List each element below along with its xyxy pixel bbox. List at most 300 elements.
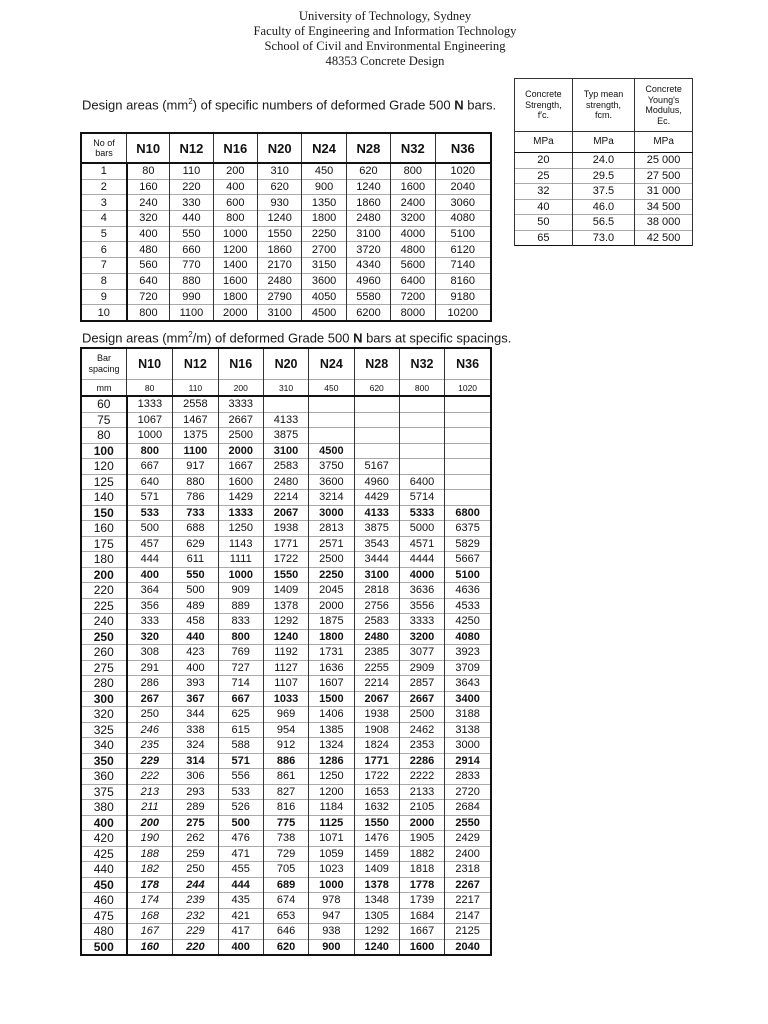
table2-title: Design areas $(mm^2/m)$ of deformed Grade 500 N bars at specific spacings. [82, 330, 512, 346]
area-per-metre-cell: 1184 [309, 800, 354, 816]
area-per-metre-cell: 1406 [309, 707, 354, 723]
area-per-metre-cell: 289 [173, 800, 218, 816]
concrete-header-line: Ec. [657, 115, 671, 126]
area-per-metre-cell: 500 [173, 583, 218, 599]
table-row [81, 645, 491, 661]
table-row [81, 273, 491, 289]
area-cell: 600 [213, 195, 257, 211]
area-cell: 900 [302, 179, 346, 195]
area-per-metre-cell: 705 [263, 862, 308, 878]
area-cell: 400 [127, 226, 170, 242]
area-cell: 3600 [302, 273, 346, 289]
table-row [515, 230, 693, 246]
bar-size-header: N36 [435, 133, 491, 163]
area-per-metre-cell [354, 396, 399, 412]
area-per-metre-cell: 222 [127, 769, 173, 785]
area-per-metre-cell: 4000 [399, 567, 444, 583]
area-per-metre-cell: 2583 [354, 614, 399, 630]
area-cell: 2480 [257, 273, 301, 289]
area-per-metre-cell: 909 [218, 583, 263, 599]
bar-count-cell: 3 [81, 195, 127, 211]
area-cell: 6200 [346, 305, 390, 321]
area-per-metre-cell: 2583 [263, 459, 308, 475]
area-per-metre-cell [445, 459, 491, 475]
area-per-metre-cell: 954 [263, 722, 308, 738]
bar-numbers-table [80, 132, 492, 322]
area-per-metre-cell: 900 [309, 939, 354, 955]
concrete-value-cell: 73.0 [572, 230, 634, 246]
area-cell: 3720 [346, 242, 390, 258]
no-of-bars-header [81, 133, 127, 163]
table-row [81, 567, 491, 583]
area-per-metre-cell: 291 [127, 660, 173, 676]
area-cell: 6120 [435, 242, 491, 258]
area-cell: 1800 [213, 289, 257, 305]
area-per-metre-cell: 4080 [445, 629, 491, 645]
bar-size-header: N24 [309, 348, 354, 380]
area-per-metre-cell: 3333 [399, 614, 444, 630]
area-per-metre-cell: 5714 [399, 490, 444, 506]
area-cell: 990 [170, 289, 213, 305]
concrete-header-2 [572, 79, 634, 132]
area-per-metre-cell: 1600 [218, 474, 263, 490]
area-cell: 4340 [346, 258, 390, 274]
area-per-metre-cell: 1778 [399, 877, 444, 893]
spacing-cell: 460 [81, 893, 127, 909]
table-row [81, 691, 491, 707]
area-per-metre-cell: 1250 [309, 769, 354, 785]
area-per-metre-cell: 947 [309, 908, 354, 924]
area-per-metre-cell: 1100 [173, 443, 218, 459]
area-per-metre-cell: 4533 [445, 598, 491, 614]
area-cell: 5580 [346, 289, 390, 305]
area-per-metre-cell: 1292 [263, 614, 308, 630]
area-per-metre-cell: 232 [173, 908, 218, 924]
area-per-metre-cell: 1409 [354, 862, 399, 878]
area-cell: 620 [346, 163, 390, 179]
area-per-metre-cell: 1938 [354, 707, 399, 723]
table-row [81, 289, 491, 305]
bar-size-header: N24 [302, 133, 346, 163]
area-per-metre-cell: 1818 [399, 862, 444, 878]
area-per-metre-cell: 3556 [399, 598, 444, 614]
area-cell: 6400 [391, 273, 435, 289]
area-per-metre-cell: 1378 [263, 598, 308, 614]
bar-spacing-label-1: Bar [96, 353, 111, 363]
area-cell: 2400 [391, 195, 435, 211]
area-per-metre-cell [354, 443, 399, 459]
area-per-metre-cell: 3543 [354, 536, 399, 552]
area-per-metre-cell: 421 [218, 908, 263, 924]
area-per-metre-cell: 2833 [445, 769, 491, 785]
area-per-metre-cell: 333 [127, 614, 173, 630]
area-per-metre-cell: 800 [127, 443, 173, 459]
area-cell: 720 [127, 289, 170, 305]
area-cell: 1860 [346, 195, 390, 211]
area-per-metre-cell: 1667 [218, 459, 263, 475]
area-per-metre-cell: 1667 [399, 924, 444, 940]
table-row [81, 490, 491, 506]
area-per-metre-cell: 3188 [445, 707, 491, 723]
spacing-cell: 360 [81, 769, 127, 785]
bar-count-cell: 9 [81, 289, 127, 305]
spacing-cell: 380 [81, 800, 127, 816]
area-per-metre-cell: 250 [127, 707, 173, 723]
table-row [81, 815, 491, 831]
area-per-metre-cell: 286 [127, 676, 173, 692]
area-cell: 7200 [391, 289, 435, 305]
area-per-metre-cell: 3444 [354, 552, 399, 568]
area-per-metre-cell: 308 [127, 645, 173, 661]
area-per-metre-cell: 667 [127, 459, 173, 475]
area-per-metre-cell: 174 [127, 893, 173, 909]
area-per-metre-cell: 688 [173, 521, 218, 537]
area-per-metre-cell: 213 [127, 784, 173, 800]
area-per-metre-cell: 471 [218, 846, 263, 862]
area-per-metre-cell: 3200 [399, 629, 444, 645]
table-row [81, 722, 491, 738]
area-per-metre-cell: 1409 [263, 583, 308, 599]
area-per-metre-cell: 556 [218, 769, 263, 785]
school-name: School of Civil and Environmental Engineering [264, 39, 506, 53]
area-per-metre-cell: 239 [173, 893, 218, 909]
area-per-metre-cell: 769 [218, 645, 263, 661]
area-per-metre-cell: 1111 [218, 552, 263, 568]
table-row [81, 195, 491, 211]
area-per-metre-cell: 500 [127, 521, 173, 537]
table-row [515, 199, 693, 215]
bar-count-cell: 6 [81, 242, 127, 258]
spacing-cell: 400 [81, 815, 127, 831]
spacing-cell: 480 [81, 924, 127, 940]
area-cell: 800 [213, 211, 257, 227]
area-per-metre-cell: 833 [218, 614, 263, 630]
area-per-metre-cell: 526 [218, 800, 263, 816]
area-per-metre-cell: 1067 [127, 412, 173, 428]
area-per-metre-cell: 344 [173, 707, 218, 723]
area-cell: 8000 [391, 305, 435, 321]
area-per-metre-cell: 2667 [399, 691, 444, 707]
area-cell: 1240 [346, 179, 390, 195]
area-per-metre-cell: 4571 [399, 536, 444, 552]
area-per-metre-cell: 423 [173, 645, 218, 661]
area-per-metre-cell: 738 [263, 831, 308, 847]
bar-count-cell: 8 [81, 273, 127, 289]
table-row [81, 924, 491, 940]
area-per-metre-cell: 5829 [445, 536, 491, 552]
table1-title: Design areas $(mm^2)$ of specific numbers of deformed Grade 500 N bars. [82, 97, 497, 113]
area-per-metre-cell: 267 [127, 691, 173, 707]
table-row [515, 215, 693, 231]
spacing-cell: 450 [81, 877, 127, 893]
concrete-value-cell: 32 [515, 184, 573, 200]
table-row [81, 784, 491, 800]
area-per-metre-cell: 246 [127, 722, 173, 738]
area-per-metre-cell: 167 [127, 924, 173, 940]
concrete-value-cell: 29.5 [572, 168, 634, 184]
area-per-metre-cell: 1286 [309, 753, 354, 769]
area-per-metre-cell: 250 [173, 862, 218, 878]
area-per-metre-cell: 1632 [354, 800, 399, 816]
area-per-metre-cell: 1107 [263, 676, 308, 692]
area-per-metre-cell: 1033 [263, 691, 308, 707]
area-cell: 1550 [257, 226, 301, 242]
area-cell: 1860 [257, 242, 301, 258]
table-row [81, 629, 491, 645]
area-per-metre-cell: 3077 [399, 645, 444, 661]
area-per-metre-cell: 3750 [309, 459, 354, 475]
area-per-metre-cell: 2480 [354, 629, 399, 645]
area-per-metre-cell: 1824 [354, 738, 399, 754]
area-per-metre-cell: 2267 [445, 877, 491, 893]
area-per-metre-cell: 3709 [445, 660, 491, 676]
area-per-metre-cell: 417 [218, 924, 263, 940]
area-per-metre-cell: 1500 [309, 691, 354, 707]
table1-header-row [81, 133, 491, 163]
table-row [81, 474, 491, 490]
area-per-metre-cell: 1467 [173, 412, 218, 428]
unit-cell: MPa [635, 132, 693, 153]
area-cell: 2790 [257, 289, 301, 305]
concrete-header-line: Young's [647, 94, 680, 105]
area-per-metre-cell: 229 [173, 924, 218, 940]
area-per-metre-cell: 1000 [218, 567, 263, 583]
concrete-header-line: fcm. [594, 110, 612, 121]
concrete-value-cell: 56.5 [572, 215, 634, 231]
bar-size-header: N12 [173, 348, 218, 380]
area-per-metre-cell: 786 [173, 490, 218, 506]
area-cell: 1240 [257, 211, 301, 227]
area-per-metre-cell: 816 [263, 800, 308, 816]
spacing-cell: 60 [81, 396, 127, 412]
bar-spacing-table [80, 347, 492, 956]
table-row [81, 258, 491, 274]
area-cell: 3100 [346, 226, 390, 242]
area-per-metre-cell: 1731 [309, 645, 354, 661]
area-per-metre-cell: 2255 [354, 660, 399, 676]
table-row [81, 459, 491, 475]
area-per-metre-cell: 729 [263, 846, 308, 862]
area-per-metre-cell: 1722 [263, 552, 308, 568]
area-per-metre-cell: 969 [263, 707, 308, 723]
concrete-value-cell: 37.5 [572, 184, 634, 200]
area-per-metre-cell [445, 396, 491, 412]
area-per-metre-cell: 458 [173, 614, 218, 630]
bar-size-header: N28 [354, 348, 399, 380]
area-per-metre-cell: 440 [173, 629, 218, 645]
area-per-metre-cell: 444 [218, 877, 263, 893]
area-cell: 4000 [391, 226, 435, 242]
area-per-metre-cell: 2558 [173, 396, 218, 412]
area-per-metre-cell: 5167 [354, 459, 399, 475]
area-cell: 220 [170, 179, 213, 195]
table-row [81, 846, 491, 862]
area-per-metre-cell: 3138 [445, 722, 491, 738]
area-per-metre-cell: 620 [263, 939, 308, 955]
area-per-metre-cell: 5333 [399, 505, 444, 521]
area-per-metre-cell: 262 [173, 831, 218, 847]
area-per-metre-cell: 2105 [399, 800, 444, 816]
area-per-metre-cell: 1905 [399, 831, 444, 847]
area-per-metre-cell: 1127 [263, 660, 308, 676]
spacing-cell: 300 [81, 691, 127, 707]
concrete-header-line: strength, [585, 99, 621, 110]
spacing-cell: 260 [81, 645, 127, 661]
area-per-metre-cell: 2147 [445, 908, 491, 924]
single-bar-area: 800 [399, 380, 444, 397]
concrete-header-line: Typ mean [583, 89, 624, 100]
bar-size-header: N20 [257, 133, 301, 163]
concrete-value-cell: 25 [515, 168, 573, 184]
area-per-metre-cell: 733 [173, 505, 218, 521]
area-per-metre-cell: 324 [173, 738, 218, 754]
area-cell: 4500 [302, 305, 346, 321]
area-cell: 200 [213, 163, 257, 179]
area-per-metre-cell: 1125 [309, 815, 354, 831]
spacing-cell: 420 [81, 831, 127, 847]
bar-size-header: N16 [213, 133, 257, 163]
area-per-metre-cell: 2500 [218, 428, 263, 444]
area-per-metre-cell: 3875 [354, 521, 399, 537]
area-per-metre-cell: 3214 [309, 490, 354, 506]
area-cell: 2170 [257, 258, 301, 274]
area-per-metre-cell [309, 412, 354, 428]
concrete-value-cell: 31 000 [635, 184, 693, 200]
area-per-metre-cell: 2500 [399, 707, 444, 723]
area-cell: 800 [127, 305, 170, 321]
area-per-metre-cell: 571 [218, 753, 263, 769]
bar-count-cell: 7 [81, 258, 127, 274]
table-row [81, 893, 491, 909]
single-bar-area: 80 [127, 380, 173, 397]
area-per-metre-cell: 775 [263, 815, 308, 831]
area-per-metre-cell: 1240 [354, 939, 399, 955]
area-per-metre-cell: 1292 [354, 924, 399, 940]
table-row [81, 583, 491, 599]
area-per-metre-cell: 6800 [445, 505, 491, 521]
area-per-metre-cell: 646 [263, 924, 308, 940]
area-per-metre-cell: 2667 [218, 412, 263, 428]
area-per-metre-cell: 2000 [218, 443, 263, 459]
single-bar-area: 200 [218, 380, 263, 397]
area-per-metre-cell: 2684 [445, 800, 491, 816]
bar-size-header: N32 [399, 348, 444, 380]
area-cell: 2000 [213, 305, 257, 321]
area-per-metre-cell: 1476 [354, 831, 399, 847]
area-per-metre-cell: 1059 [309, 846, 354, 862]
spacing-cell: 350 [81, 753, 127, 769]
concrete-value-cell: 42 500 [635, 230, 693, 246]
area-per-metre-cell: 1385 [309, 722, 354, 738]
area-per-metre-cell [399, 396, 444, 412]
area-per-metre-cell: 3333 [218, 396, 263, 412]
area-per-metre-cell [309, 396, 354, 412]
area-cell: 2480 [346, 211, 390, 227]
table-row [81, 877, 491, 893]
concrete-value-cell: 46.0 [572, 199, 634, 215]
bar-size-header: N28 [346, 133, 390, 163]
table-row [81, 211, 491, 227]
area-per-metre-cell: 3400 [445, 691, 491, 707]
concrete-value-cell: 50 [515, 215, 573, 231]
area-per-metre-cell [399, 412, 444, 428]
table-row [81, 598, 491, 614]
area-per-metre-cell [354, 428, 399, 444]
area-per-metre-cell: 235 [127, 738, 173, 754]
area-per-metre-cell [445, 443, 491, 459]
spacing-cell: 100 [81, 443, 127, 459]
university-name: University of Technology, Sydney [298, 9, 472, 23]
area-per-metre-cell: 2500 [309, 552, 354, 568]
area-per-metre-cell: 3923 [445, 645, 491, 661]
area-per-metre-cell: 1324 [309, 738, 354, 754]
area-per-metre-cell: 4133 [354, 505, 399, 521]
area-per-metre-cell: 1378 [354, 877, 399, 893]
bar-size-header: N36 [445, 348, 491, 380]
area-per-metre-cell: 1800 [309, 629, 354, 645]
area-per-metre-cell: 880 [173, 474, 218, 490]
area-per-metre-cell: 4636 [445, 583, 491, 599]
bar-size-header: N12 [170, 133, 213, 163]
table-row [81, 908, 491, 924]
single-bar-area: 1020 [445, 380, 491, 397]
concrete-value-cell: 65 [515, 230, 573, 246]
area-per-metre-cell: 476 [218, 831, 263, 847]
area-per-metre-cell: 667 [218, 691, 263, 707]
area-per-metre-cell: 1375 [173, 428, 218, 444]
area-per-metre-cell: 653 [263, 908, 308, 924]
area-per-metre-cell: 3636 [399, 583, 444, 599]
spacing-cell: 220 [81, 583, 127, 599]
area-per-metre-cell: 611 [173, 552, 218, 568]
area-per-metre-cell: 229 [127, 753, 173, 769]
area-per-metre-cell: 364 [127, 583, 173, 599]
spacing-cell: 475 [81, 908, 127, 924]
area-per-metre-cell: 1071 [309, 831, 354, 847]
area-per-metre-cell: 1882 [399, 846, 444, 862]
area-cell: 320 [127, 211, 170, 227]
table-row [81, 179, 491, 195]
area-per-metre-cell: 1636 [309, 660, 354, 676]
single-bar-area: 110 [173, 380, 218, 397]
area-per-metre-cell: 5667 [445, 552, 491, 568]
table-row [81, 163, 491, 179]
table2-subheader-row [81, 380, 491, 397]
table-row [81, 443, 491, 459]
area-cell: 2700 [302, 242, 346, 258]
area-per-metre-cell: 400 [218, 939, 263, 955]
area-cell: 930 [257, 195, 301, 211]
area-cell: 110 [170, 163, 213, 179]
area-per-metre-cell: 1348 [354, 893, 399, 909]
area-per-metre-cell: 2318 [445, 862, 491, 878]
area-cell: 440 [170, 211, 213, 227]
area-cell: 4800 [391, 242, 435, 258]
bar-size-header: N10 [127, 348, 173, 380]
area-per-metre-cell: 2720 [445, 784, 491, 800]
area-cell: 640 [127, 273, 170, 289]
area-per-metre-cell: 1429 [218, 490, 263, 506]
area-cell: 9180 [435, 289, 491, 305]
area-per-metre-cell: 3643 [445, 676, 491, 692]
area-cell: 5600 [391, 258, 435, 274]
area-per-metre-cell: 2429 [445, 831, 491, 847]
area-per-metre-cell: 500 [218, 815, 263, 831]
area-per-metre-cell: 727 [218, 660, 263, 676]
bar-count-cell: 10 [81, 305, 127, 321]
spacing-cell: 80 [81, 428, 127, 444]
area-per-metre-cell: 188 [127, 846, 173, 862]
